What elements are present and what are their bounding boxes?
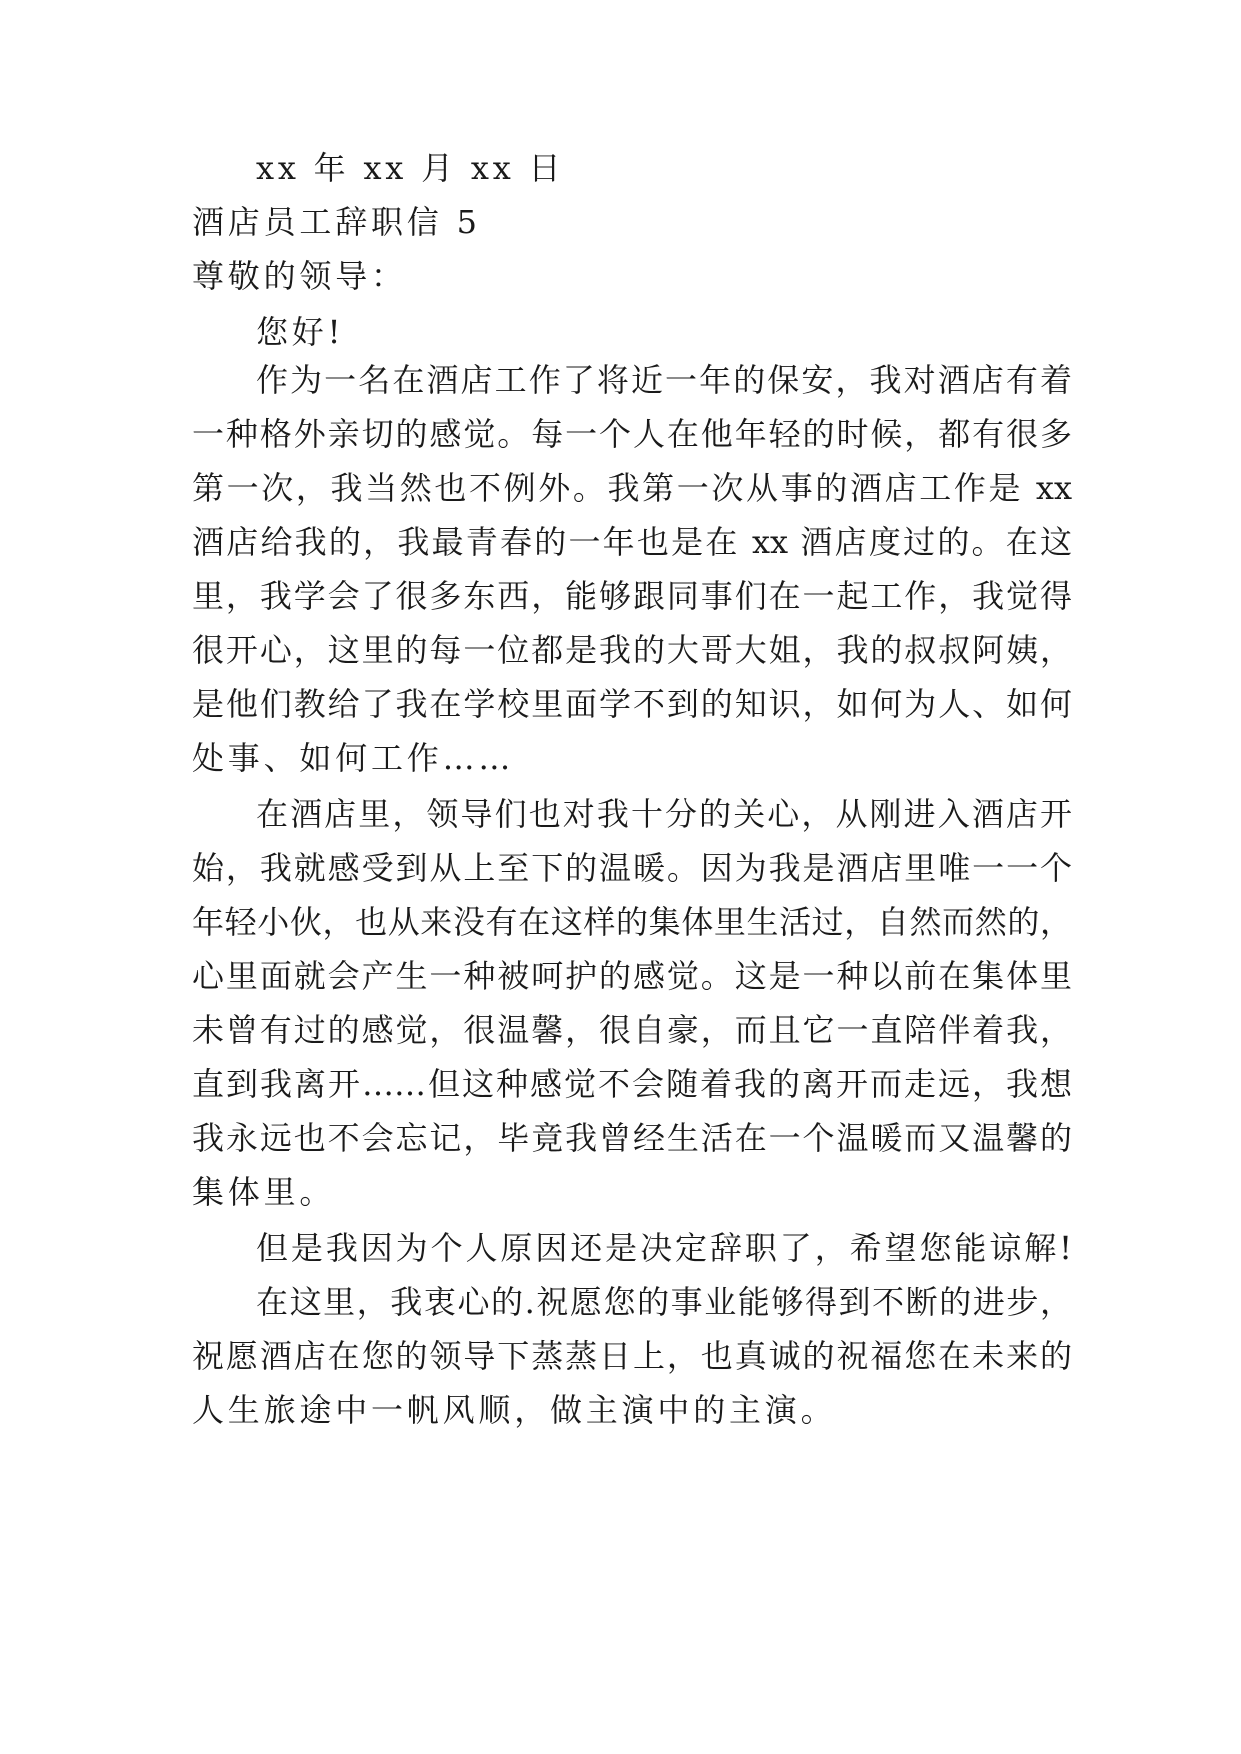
date-line: xx 年 xx 月 xx 日 — [256, 149, 565, 187]
paragraph-2-line: 集体里。 — [192, 1173, 336, 1211]
paragraph-2-line: 始，我就感受到从上至下的温暖。因为我是酒店里唯一一个 — [192, 849, 1072, 887]
paragraph-3-line: 但是我因为个人原因还是决定辞职了，希望您能谅解! — [256, 1229, 1072, 1267]
paragraph-2-line: 年轻小伙，也从来没有在这样的集体里生活过，自然而然的， — [192, 903, 1072, 941]
paragraph-1-line: 是他们教给了我在学校里面学不到的知识，如何为人、如何 — [192, 685, 1072, 723]
paragraph-2-line: 心里面就会产生一种被呵护的感觉。这是一种以前在集体里 — [192, 957, 1072, 995]
paragraph-1-line: 处事、如何工作…… — [192, 739, 515, 777]
paragraph-4-line: 祝愿酒店在您的领导下蒸蒸日上，也真诚的祝福您在未来的 — [192, 1337, 1072, 1375]
paragraph-1-line: 很开心，这里的每一位都是我的大哥大姐，我的叔叔阿姨， — [192, 631, 1072, 669]
paragraph-1-line: 里，我学会了很多东西，能够跟同事们在一起工作，我觉得 — [192, 577, 1072, 615]
letter-title: 酒店员工辞职信 5 — [192, 203, 481, 241]
salutation: 尊敬的领导： — [192, 257, 407, 295]
paragraph-4-line: 人生旅途中一帆风顺，做主演中的主演。 — [192, 1391, 837, 1429]
paragraph-1-line: 一种格外亲切的感觉。每一个人在他年轻的时候，都有很多 — [192, 415, 1072, 453]
paragraph-1-line: 酒店给我的，我最青春的一年也是在 xx 酒店度过的。在这 — [192, 523, 1072, 561]
paragraph-2-line: 直到我离开……但这种感觉不会随着我的离开而走远，我想 — [192, 1065, 1072, 1103]
paragraph-2-line: 我永远也不会忘记，毕竟我曾经生活在一个温暖而又温馨的 — [192, 1119, 1072, 1157]
paragraph-1-line: 作为一名在酒店工作了将近一年的保安，我对酒店有着 — [256, 361, 1072, 399]
paragraph-4-line: 在这里，我衷心的.祝愿您的事业能够得到不断的进步， — [256, 1283, 1072, 1321]
paragraph-2-line: 在酒店里，领导们也对我十分的关心，从刚进入酒店开 — [256, 795, 1072, 833]
paragraph-2-line: 未曾有过的感觉，很温馨，很自豪，而且它一直陪伴着我， — [192, 1011, 1072, 1049]
greeting: 您好! — [256, 313, 345, 351]
paragraph-1-line: 第一次，我当然也不例外。我第一次从事的酒店工作是 xx — [192, 469, 1072, 507]
